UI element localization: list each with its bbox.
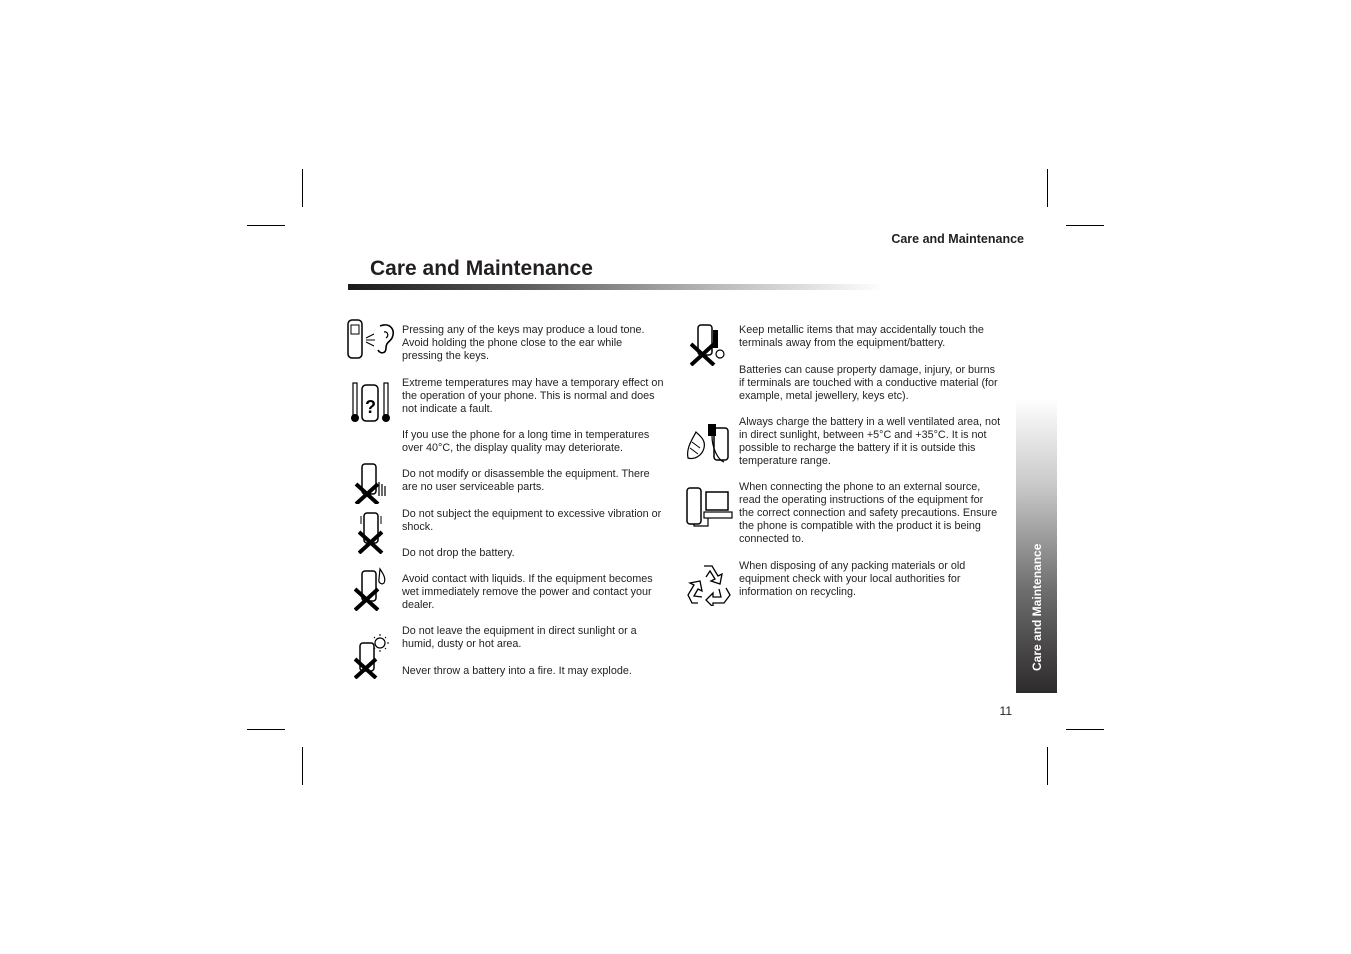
title-gradient-rule	[348, 284, 884, 290]
phone-loud-tone-ear-icon	[346, 316, 398, 362]
care-paragraph: Do not leave the equipment in direct sunlight or a humid, dusty or hot area.	[402, 625, 637, 651]
care-paragraph: Pressing any of the keys may produce a loud tone. Avoid holding the phone close to the ear while pressing the keys.	[402, 324, 645, 363]
crop-mark	[1047, 169, 1048, 207]
side-section-tab	[1016, 398, 1057, 693]
page-title: Care and Maintenance	[370, 257, 593, 280]
svg-text:?: ?	[365, 397, 376, 417]
care-paragraph: Do not drop the battery.	[402, 547, 515, 559]
crop-mark	[1047, 747, 1048, 785]
care-paragraph: If you use the phone for a long time in temperatures over 40°C, the display quality may deteriorate.	[402, 429, 650, 455]
external-connection-icon	[684, 484, 734, 528]
crop-mark	[1066, 729, 1104, 730]
care-paragraph: Avoid contact with liquids. If the equipment becomes wet immediately remove the power and contact your dealer.	[402, 573, 653, 612]
care-paragraph: Never throw a battery into a fire. It may explode.	[402, 665, 632, 677]
no-metallic-items-icon	[690, 322, 728, 366]
care-paragraph: When disposing of any packing materials or old equipment check with your local authorities for information on recycling.	[739, 560, 966, 599]
no-sunlight-icon	[354, 633, 390, 679]
care-paragraph: Extreme temperatures may have a temporary effect on the operation of your phone. This is normal and does not indicate a fault.	[402, 377, 664, 416]
crop-mark	[302, 169, 303, 207]
care-paragraph: Do not subject the equipment to excessive vibration or shock.	[402, 508, 662, 534]
care-paragraph: Always charge the battery in a well ventilated area, not in direct sunlight, between +5°C and +35°C. It is not possible to recharge the battery if it is outside this temperature range.	[739, 416, 1001, 468]
no-liquids-icon	[354, 567, 388, 611]
care-paragraph: Batteries can cause property damage, injury, or burns if terminals are touched with a conductive material (for example, metal jewellery, keys etc).	[739, 364, 998, 403]
phone-temperature-icon	[350, 379, 392, 425]
crop-mark	[247, 225, 285, 226]
crop-mark	[302, 747, 303, 785]
care-paragraph: Keep metallic items that may accidentally touch the terminals away from the equipment/battery.	[739, 324, 984, 350]
no-vibration-shock-icon	[358, 510, 386, 554]
crop-mark	[1066, 225, 1104, 226]
running-header: Care and Maintenance	[891, 232, 1024, 246]
care-paragraph: When connecting the phone to an external source, read the operating instructions of the equipment for the correct connection and safety precautions. Ensure the phone is compatible with the product it is being connected to.	[739, 481, 998, 546]
recycling-icon	[686, 562, 732, 606]
charge-ventilated-icon	[684, 418, 734, 464]
page-number: 11	[999, 704, 1012, 718]
no-disassemble-icon	[354, 462, 388, 504]
care-paragraph: Do not modify or disassemble the equipment. There are no user serviceable parts.	[402, 468, 650, 494]
crop-mark	[247, 729, 285, 730]
side-tab-label: Care and Maintenance	[1029, 543, 1044, 671]
